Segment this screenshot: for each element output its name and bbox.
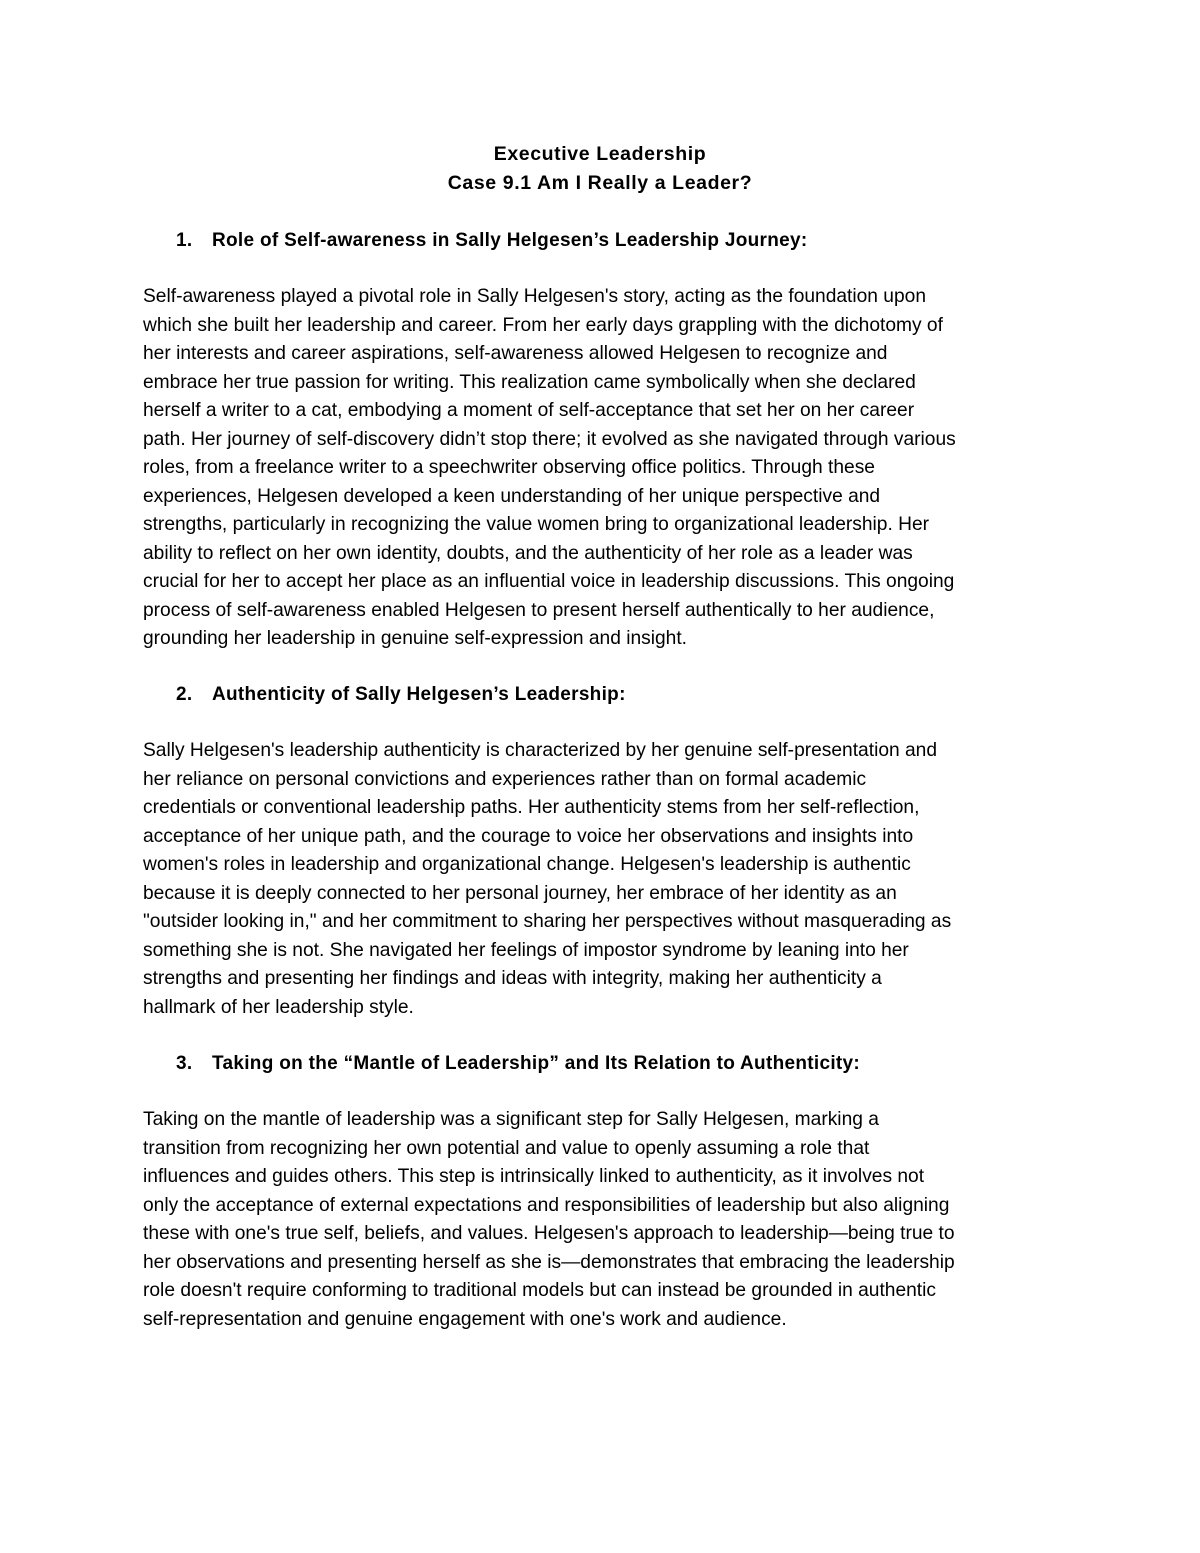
section-heading-text: Taking on the “Mantle of Leadership” and Its Relation to Authenticity:: [212, 1053, 861, 1074]
section-heading-text: Authenticity of Sally Helgesen’s Leadership:: [212, 684, 626, 705]
section-number: 2.: [176, 684, 193, 705]
paragraph-line: her reliance on personal convictions and experiences rather than on formal academic: [143, 768, 867, 790]
paragraph-line: only the acceptance of external expectations and responsibilities of leadership but also aligning: [143, 1194, 950, 1216]
paragraph-line: ability to reflect on her own identity, doubts, and the authenticity of her role as a leader was: [143, 542, 913, 564]
paragraph-line: "outsider looking in," and her commitment to sharing her perspectives without masquerading as: [143, 911, 952, 932]
paragraph-line: acceptance of her unique path, and the courage to voice her observations and insights into: [143, 825, 914, 847]
paragraph-line: path. Her journey of self-discovery didn’t stop there; it evolved as she navigated through various: [143, 428, 956, 450]
paragraph-line: crucial for her to accept her place as an influential voice in leadership discussions. This ongoing: [143, 571, 955, 592]
paragraph-line: process of self-awareness enabled Helgesen to present herself authentically to her audience,: [143, 599, 935, 621]
paragraph-line: her observations and presenting herself as she is—demonstrates that embracing the leadership: [143, 1251, 955, 1273]
document-title: Executive Leadership: [493, 143, 707, 165]
paragraph-line: which she built her leadership and career. From her early days grappling with the dichotomy of: [143, 314, 943, 336]
paragraph-line: strengths, particularly in recognizing the value women bring to organizational leadership. Her: [143, 514, 930, 535]
paragraph-line: hallmark of her leadership style.: [143, 996, 414, 1018]
paragraph-line: experiences, Helgesen developed a keen understanding of her unique perspective and: [143, 485, 881, 507]
paragraph-line: these with one's true self, beliefs, and values. Helgesen's approach to leadership—being true to: [143, 1223, 955, 1244]
section-number: 3.: [176, 1053, 193, 1074]
section-1-paragraph: [143, 283, 1073, 654]
paragraph-line: roles, from a freelance writer to a speechwriter observing office politics. Through these: [143, 457, 875, 478]
paragraph-line: something she is not. She navigated her feelings of impostor syndrome by leaning into her: [143, 939, 909, 961]
paragraph-line: Self-awareness played a pivotal role in Sally Helgesen's story, acting as the foundation upon: [143, 286, 926, 307]
paragraph-line: women's roles in leadership and organizational change. Helgesen's leadership is authentic: [143, 854, 911, 875]
paragraph-line: self-representation and genuine engagement with one's work and audience.: [143, 1308, 787, 1330]
paragraph-line: her interests and career aspirations, self-awareness allowed Helgesen to recognize and: [143, 343, 888, 364]
section-1-heading: [176, 227, 1126, 256]
title-block: [0, 140, 1200, 197]
paragraph-line: Sally Helgesen's leadership authenticity is characterized by her genuine self-presentation and: [143, 740, 938, 761]
section-number: 1.: [176, 230, 193, 251]
paragraph-line: because it is deeply connected to her personal journey, her embrace of her identity as an: [143, 882, 897, 904]
section-2-heading: [176, 681, 1126, 710]
paragraph-line: influences and guides others. This step is intrinsically linked to authenticity, as it involves not: [143, 1166, 925, 1187]
paragraph-line: strengths and presenting her findings and ideas with integrity, making her authenticity a: [143, 968, 882, 989]
paragraph-line: role doesn't require conforming to traditional models but can instead be grounded in authentic: [143, 1280, 936, 1301]
paragraph-line: grounding her leadership in genuine self-expression and insight.: [143, 628, 688, 649]
paragraph-line: embrace her true passion for writing. This realization came symbolically when she declared: [143, 371, 916, 393]
paragraph-line: transition from recognizing her own potential and value to openly assuming a role that: [143, 1137, 870, 1159]
section-heading-text: Role of Self-awareness in Sally Helgesen’s Leadership Journey:: [212, 230, 808, 251]
document-subtitle: Case 9.1 Am I Really a Leader?: [447, 171, 753, 194]
section-3-heading: [176, 1050, 1126, 1079]
paragraph-line: credentials or conventional leadership paths. Her authenticity stems from her self-reflection,: [143, 797, 920, 818]
paragraph-line: herself a writer to a cat, embodying a moment of self-acceptance that set her on her career: [143, 400, 915, 421]
section-3-paragraph: [143, 1106, 1073, 1334]
section-2-paragraph: [143, 737, 1073, 1022]
paragraph-line: Taking on the mantle of leadership was a significant step for Sally Helgesen, marking a: [143, 1109, 879, 1130]
